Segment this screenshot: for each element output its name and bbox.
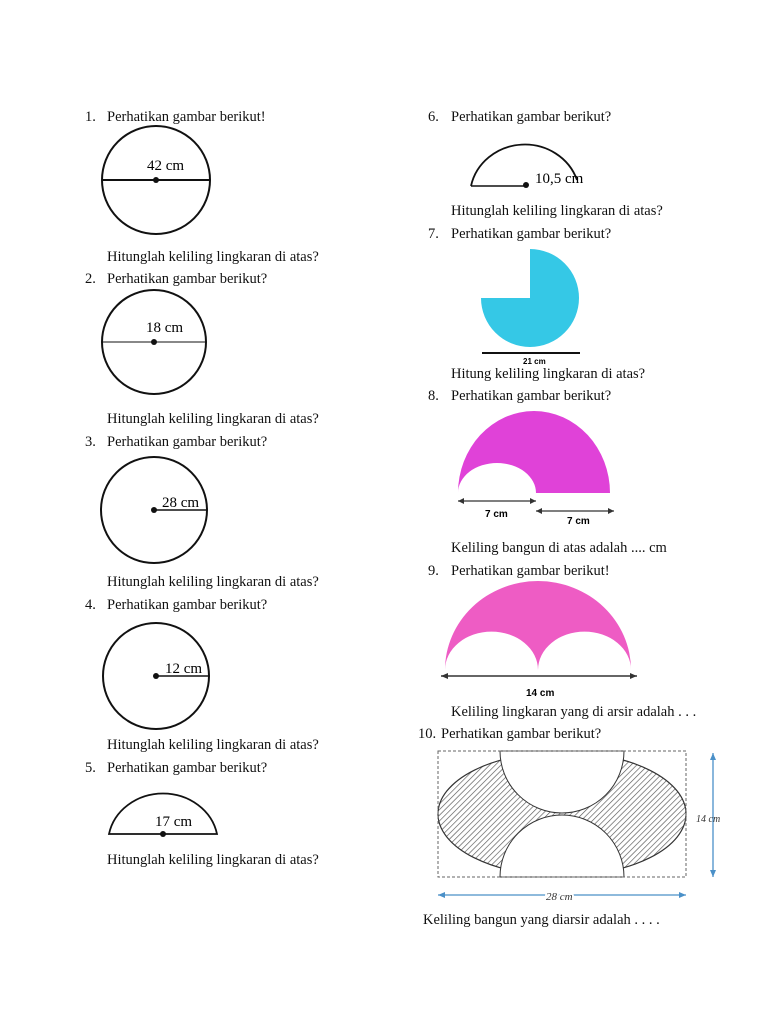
q7-prompt: Perhatikan gambar berikut? <box>451 226 612 242</box>
q6-quarter-arc-figure <box>465 128 595 193</box>
q4-number: 4. <box>85 597 96 613</box>
q8-number: 8. <box>428 388 439 404</box>
q8-semicircle-figure <box>450 405 625 530</box>
q1-prompt: Perhatikan gambar berikut! <box>107 109 266 125</box>
q2-circle-figure <box>95 287 225 412</box>
q4-prompt: Perhatikan gambar berikut? <box>107 597 268 613</box>
q10-prompt: Perhatikan gambar berikut? <box>441 726 602 742</box>
q9-shape <box>445 581 631 670</box>
q7-question: Hitung keliling lingkaran di atas? <box>451 366 646 382</box>
q10-width-label: 28 cm <box>546 891 573 903</box>
q5-diameter-label: 17 cm <box>155 814 193 830</box>
q3-radius-label: 28 cm <box>162 495 200 511</box>
q6-question: Hitunglah keliling lingkaran di atas? <box>451 203 663 219</box>
q2-number: 2. <box>85 271 96 287</box>
q2-question: Hitunglah keliling lingkaran di atas? <box>107 411 319 427</box>
q5-semicircle-figure <box>105 780 225 840</box>
q5-question: Hitunglah keliling lingkaran di atas? <box>107 852 319 868</box>
q3-question: Hitunglah keliling lingkaran di atas? <box>107 574 319 590</box>
q3-circle-figure <box>95 455 225 570</box>
q1-circle-figure <box>95 125 225 255</box>
q4-radius-label: 12 cm <box>165 661 203 677</box>
q3-number: 3. <box>85 434 96 450</box>
q4-circle-figure <box>95 618 225 733</box>
q10-question: Keliling bangun yang diarsir adalah . . . . <box>423 912 660 928</box>
q9-question: Keliling lingkaran yang di arsir adalah . . . <box>451 704 697 720</box>
q9-prompt: Perhatikan gambar berikut! <box>451 563 610 579</box>
q2-diameter-label: 18 cm <box>146 320 184 336</box>
q9-semicircle-figure <box>435 578 645 703</box>
q6-number: 6. <box>428 109 439 125</box>
q10-number: 10. <box>418 726 437 742</box>
q9-number: 9. <box>428 563 439 579</box>
q2-prompt: Perhatikan gambar berikut? <box>107 271 268 287</box>
q3-prompt: Perhatikan gambar berikut? <box>107 434 268 450</box>
q1-diameter-label: 42 cm <box>147 158 185 174</box>
q8-right-label: 7 cm <box>567 516 590 527</box>
q1-number: 1. <box>85 109 96 125</box>
q9-diameter-label: 14 cm <box>526 688 555 699</box>
q6-radius-label: 10,5 cm <box>535 171 584 187</box>
q8-left-label: 7 cm <box>485 509 508 520</box>
q7-shape <box>481 249 579 347</box>
q8-prompt: Perhatikan gambar berikut? <box>451 388 612 404</box>
q4-question: Hitunglah keliling lingkaran di atas? <box>107 737 319 753</box>
q1-question: Hitunglah keliling lingkaran di atas? <box>107 249 319 265</box>
q7-three-quarter-circle-figure <box>470 243 590 368</box>
q10-height-label: 14 cm <box>696 814 721 825</box>
q8-shape <box>458 411 610 493</box>
q8-question: Keliling bangun di atas adalah .... cm <box>451 540 667 556</box>
q5-prompt: Perhatikan gambar berikut? <box>107 760 268 776</box>
q7-number: 7. <box>428 226 439 242</box>
q10-hatched-figure <box>430 745 735 905</box>
q5-number: 5. <box>85 760 96 776</box>
q6-prompt: Perhatikan gambar berikut? <box>451 109 612 125</box>
q7-diameter-label: 21 cm <box>523 357 546 366</box>
